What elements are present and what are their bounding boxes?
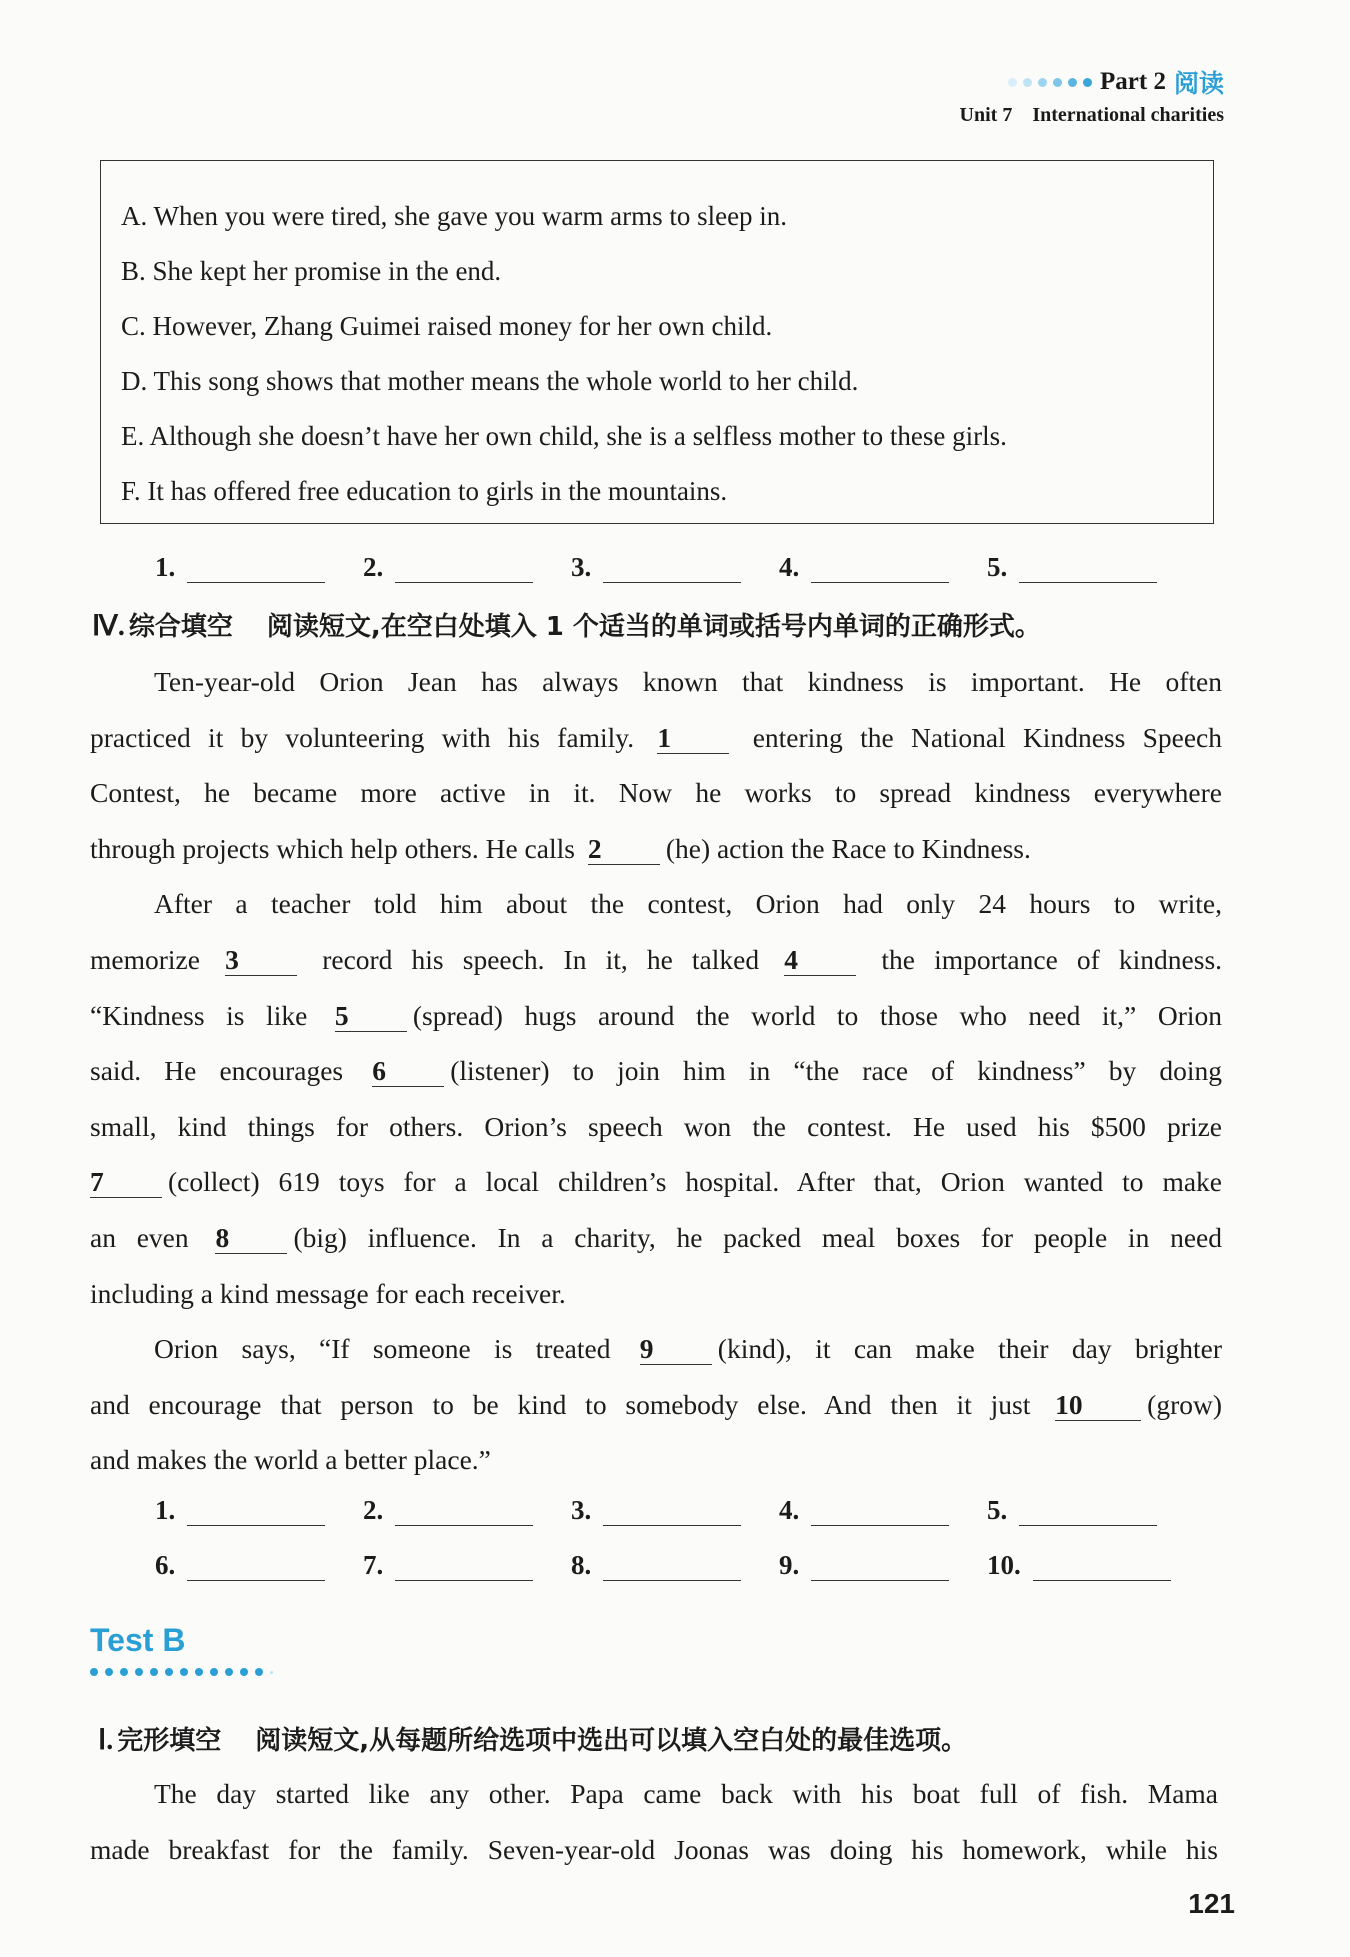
dot-icon — [1068, 78, 1077, 87]
answer-row-a — [155, 552, 1195, 583]
answer-item — [571, 1550, 779, 1581]
answer-number: 6. — [155, 1550, 176, 1580]
answer-number: 3. — [571, 1495, 592, 1525]
answer-item — [987, 1495, 1195, 1526]
unit-number: Unit 7 — [959, 104, 1013, 126]
answer-blank[interactable] — [811, 1550, 949, 1581]
answer-blank[interactable] — [1019, 552, 1157, 583]
blank-1[interactable]: 1 — [657, 723, 729, 754]
option-c: C. However, Zhang Guimei raised money for her own child. — [121, 311, 773, 341]
passage-line: The day started like any other. Papa came back with his boat full of fish. Mama — [154, 1778, 1218, 1809]
answer-item — [155, 1495, 363, 1526]
part-label: Part 2 — [1100, 68, 1166, 95]
passage-line: 7 (collect) 619 toys for a local children’s hospital. After that, Orion wanted to make — [90, 1166, 1222, 1198]
passage-line: including a kind message for each receiver. — [90, 1277, 566, 1309]
answer-number: 10. — [987, 1550, 1021, 1580]
answer-item — [155, 1550, 363, 1581]
answer-number: 5. — [987, 1495, 1008, 1525]
option-b: B. She kept her promise in the end. — [121, 256, 502, 286]
answer-number: 9. — [779, 1550, 800, 1580]
blank-4[interactable]: 4 — [784, 945, 856, 976]
answer-blank[interactable] — [603, 552, 741, 583]
passage-line: said. He encourages 6 (listener) to join him in “the race of kindness” by doing — [90, 1055, 1223, 1087]
answer-item — [779, 1550, 987, 1581]
answer-item — [363, 552, 571, 583]
blank-10[interactable]: 10 — [1055, 1390, 1141, 1421]
section-instruction: 阅读短文,在空白处填入 1 个适当的单词或括号内单词的正确形式。 — [266, 612, 1041, 642]
answer-number: 1. — [155, 1495, 176, 1525]
answer-item — [779, 1495, 987, 1526]
option-d: D. This song shows that mother means the whole world to her child. — [121, 366, 859, 396]
header-dots — [1008, 78, 1092, 87]
answer-blank[interactable] — [603, 1495, 741, 1526]
answer-number: 2. — [363, 552, 384, 582]
answer-blank[interactable] — [187, 1495, 325, 1526]
answer-blank[interactable] — [603, 1550, 741, 1581]
answer-blank[interactable] — [811, 1495, 949, 1526]
blank-6[interactable]: 6 — [372, 1056, 444, 1087]
passage-line: After a teacher told him about the contest, Orion had only 24 hours to write, — [154, 888, 1222, 920]
dot-icon — [240, 1668, 248, 1676]
answer-item — [155, 552, 363, 583]
answer-number: 4. — [779, 552, 800, 582]
answer-item — [363, 1550, 571, 1581]
section-number: Ⅰ. — [98, 1725, 114, 1756]
answer-item — [571, 1495, 779, 1526]
dot-icon — [225, 1668, 233, 1676]
option-e: E. Although she doesn’t have her own child, she is a selfless mother to these girls. — [121, 421, 1007, 451]
answer-number: 8. — [571, 1550, 592, 1580]
section-number: Ⅳ. — [92, 611, 125, 642]
blank-5[interactable]: 5 — [335, 1001, 407, 1032]
answer-number: 5. — [987, 552, 1008, 582]
dot-icon — [1053, 78, 1062, 87]
dot-icon — [1023, 78, 1032, 87]
option-f: F. It has offered free education to girls in the mountains. — [121, 476, 728, 506]
answer-row-iv-1 — [155, 1495, 1195, 1526]
dot-icon — [180, 1668, 188, 1676]
blank-3[interactable]: 3 — [225, 945, 297, 976]
unit-title: International charities — [1032, 104, 1224, 126]
dot-icon — [1008, 78, 1017, 87]
answer-item — [987, 1550, 1195, 1581]
answer-item — [987, 552, 1195, 583]
test-b-title: Test B — [90, 1622, 186, 1658]
dot-icon — [105, 1668, 113, 1676]
blank-8[interactable]: 8 — [215, 1223, 287, 1254]
page-number: 121 — [1188, 1888, 1235, 1919]
answer-number: 2. — [363, 1495, 384, 1525]
answer-row-iv-2 — [155, 1550, 1195, 1581]
dot-icon — [210, 1668, 218, 1676]
dot-icon — [195, 1668, 203, 1676]
blank-7[interactable]: 7 — [90, 1167, 162, 1198]
answer-blank[interactable] — [811, 552, 949, 583]
dot-icon — [135, 1668, 143, 1676]
passage-line: Contest, he became more active in it. Now he works to spread kindness everywhere — [90, 777, 1222, 809]
passage-line: made breakfast for the family. Seven-year-old Joonas was doing his homework, while his — [90, 1833, 1218, 1865]
dot-icon — [270, 1671, 273, 1674]
answer-number: 3. — [571, 552, 592, 582]
dot-icon — [1083, 78, 1092, 87]
unit-label — [960, 104, 1224, 127]
passage-line: and encourage that person to be kind to somebody else. And then it just 10 (grow) — [90, 1388, 1223, 1420]
dot-icon — [255, 1668, 263, 1676]
answer-blank[interactable] — [395, 552, 533, 583]
answer-blank[interactable] — [187, 552, 325, 583]
passage-line: practiced it by volunteering with his family. 1 entering the National Kindness Speech — [90, 721, 1223, 753]
blank-9[interactable]: 9 — [640, 1334, 712, 1365]
section-i-heading — [98, 1720, 967, 1757]
blank-2[interactable]: 2 — [588, 834, 660, 865]
passage-line: through projects which help others. He calls 2 (he) action the Race to Kindness. — [90, 832, 1031, 864]
answer-blank[interactable] — [1019, 1495, 1157, 1526]
options-box — [100, 160, 1214, 524]
passage — [90, 654, 1222, 1488]
answer-number: 7. — [363, 1550, 384, 1580]
dot-icon — [1038, 78, 1047, 87]
passage-line: small, kind things for others. Orion’s speech won the contest. He used his $500 prize — [90, 1110, 1222, 1142]
answer-item — [571, 552, 779, 583]
dot-icon — [120, 1668, 128, 1676]
answer-number: 1. — [155, 552, 176, 582]
dot-icon — [150, 1668, 158, 1676]
test-b-dots — [90, 1668, 273, 1676]
section-instruction: 阅读短文,从每题所给选项中选出可以填入空白处的最佳选项。 — [255, 1726, 968, 1756]
answer-blank[interactable] — [395, 1495, 533, 1526]
passage-line: Orion says, “If someone is treated 9 (kind), it can make their day brighter — [154, 1333, 1222, 1365]
header-part — [1008, 64, 1224, 100]
dot-icon — [165, 1668, 173, 1676]
answer-number: 4. — [779, 1495, 800, 1525]
section-title: 完形填空 — [117, 1726, 222, 1756]
section-iv-heading — [92, 606, 1041, 643]
answer-blank[interactable] — [395, 1550, 533, 1581]
dot-icon — [90, 1668, 98, 1676]
passage-line: an even 8 (big) influence. In a charity, he packed meal boxes for people in need — [90, 1221, 1223, 1253]
section-title: 综合填空 — [128, 612, 233, 642]
option-a: A. When you were tired, she gave you warm arms to sleep in. — [121, 201, 788, 231]
passage-line: Ten-year-old Orion Jean has always known that kindness is important. He often — [154, 666, 1222, 697]
answer-blank[interactable] — [187, 1550, 325, 1581]
part-cn-label: 阅读 — [1173, 69, 1224, 98]
passage-line: memorize 3 record his speech. In it, he talked 4 the importance of kindness. — [90, 943, 1223, 975]
passage-b — [90, 1766, 1218, 1877]
answer-blank[interactable] — [1033, 1550, 1171, 1581]
passage-line: “Kindness is like 5 (spread) hugs around the world to those who need it,” Orion — [90, 999, 1222, 1031]
answer-item — [779, 552, 987, 583]
answer-item — [363, 1495, 571, 1526]
passage-line: and makes the world a better place.” — [90, 1444, 491, 1476]
